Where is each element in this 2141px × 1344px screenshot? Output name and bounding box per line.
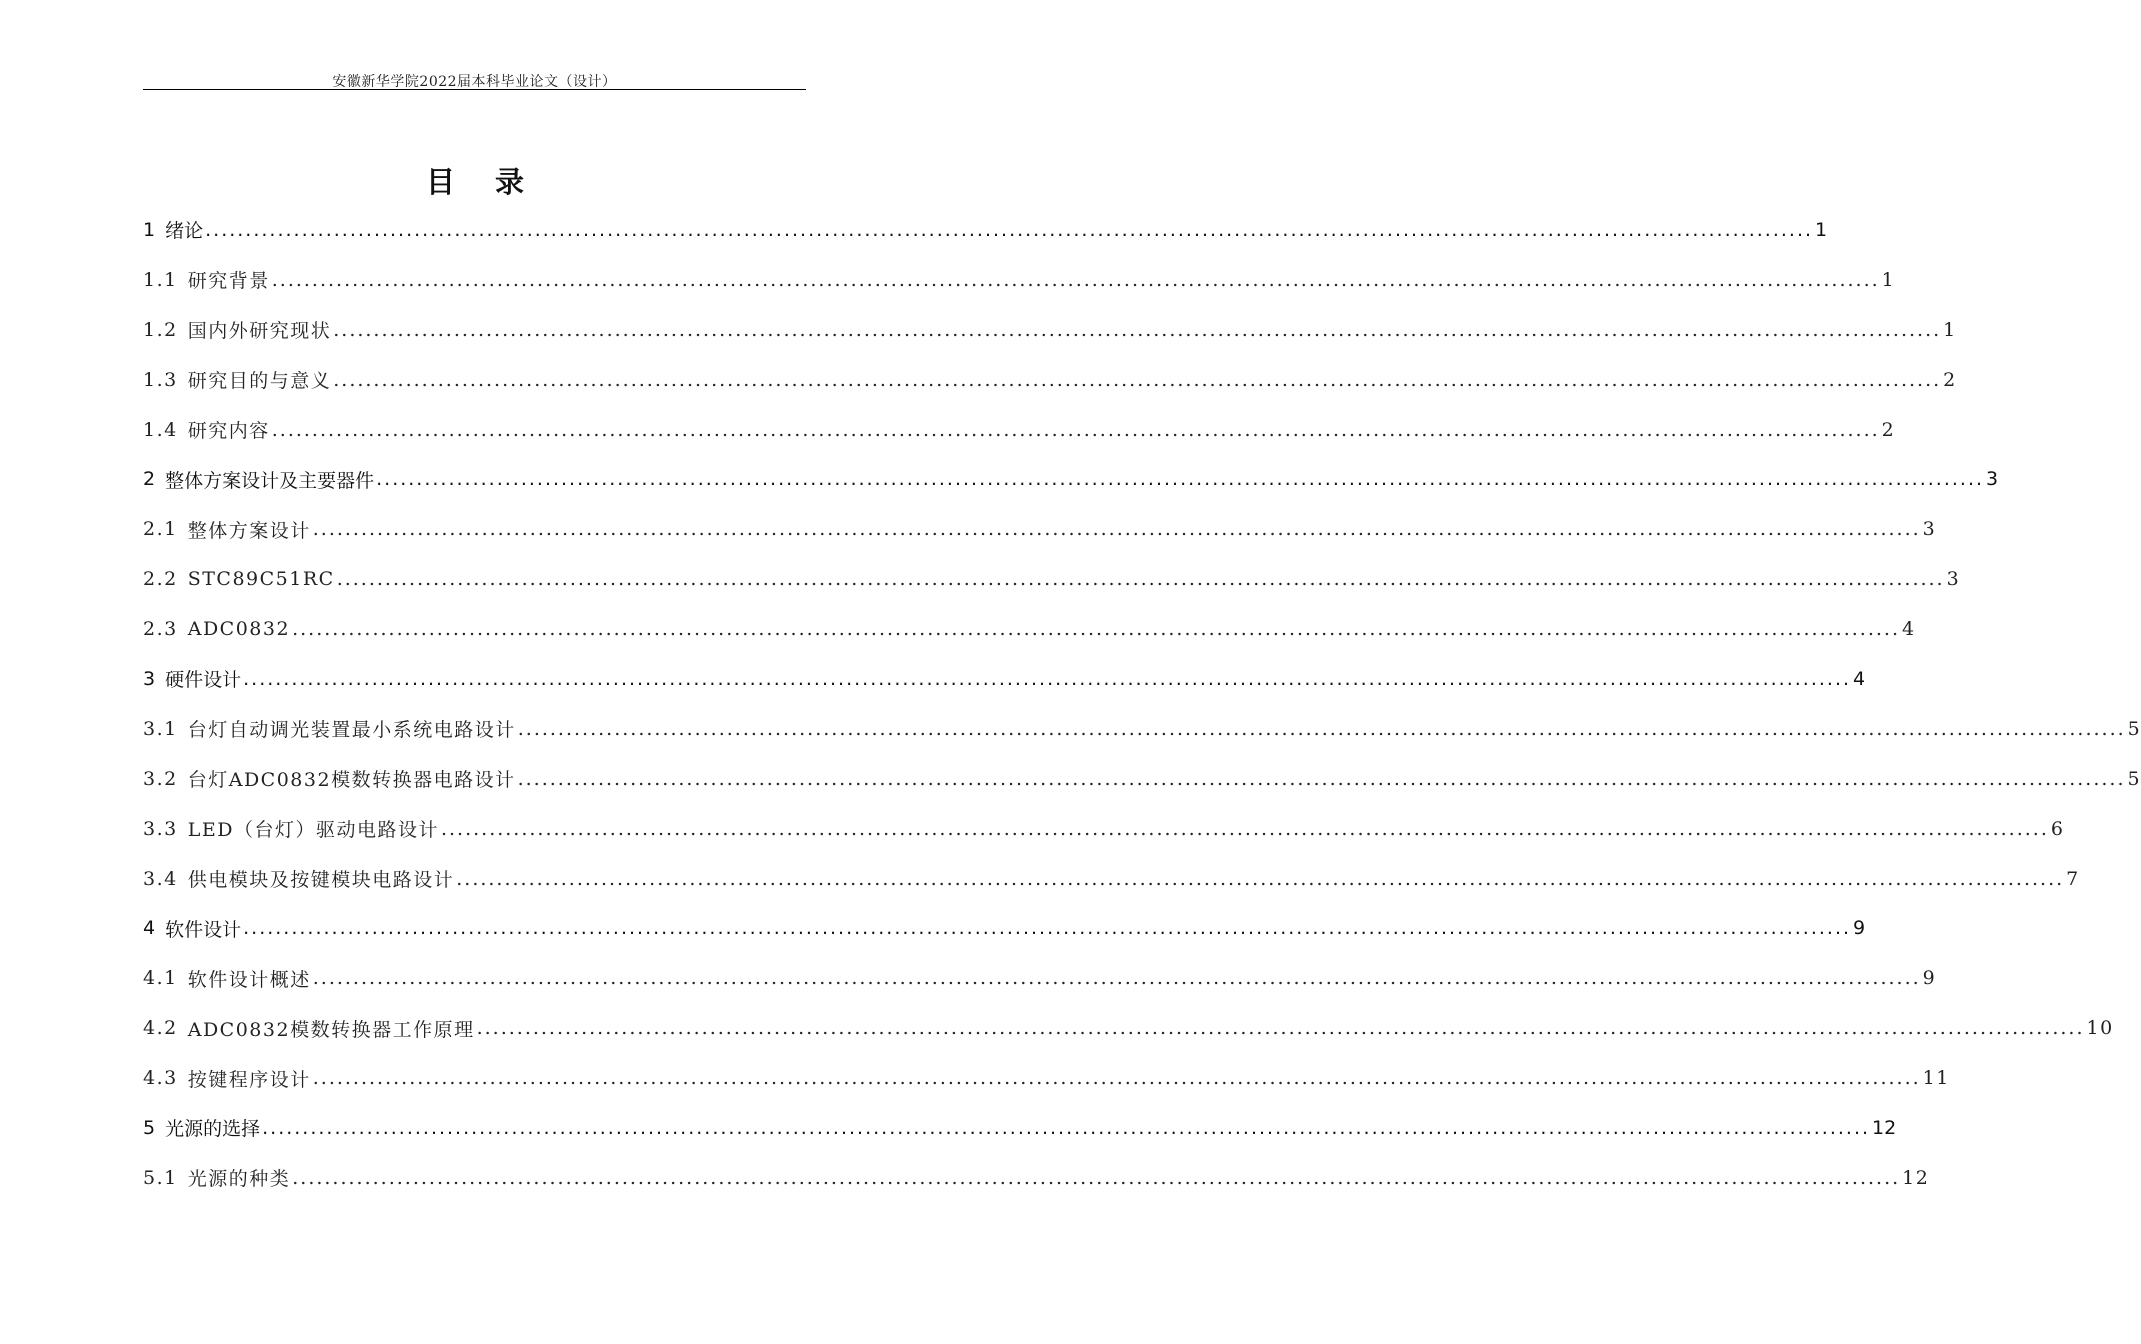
toc-entry-page-number: 1 — [1881, 268, 1896, 291]
toc-dot-leader: ........................................................................................................................................................................................................ — [440, 817, 2049, 840]
running-header: 安徽新华学院2022届本科毕业论文（设计） — [332, 74, 617, 90]
toc-entry[interactable] — [143, 953, 1937, 1003]
toc-dot-leader: ........................................................................................................................................................................................................ — [517, 767, 2126, 790]
toc-entry-page-number: 5 — [2127, 767, 2141, 790]
toc-entry-number: 5.1 — [143, 1166, 178, 1189]
toc-entry-number: 1.3 — [143, 368, 178, 391]
toc-dot-leader: ........................................................................................................................................................................................................ — [376, 468, 1985, 491]
toc-entry-page-number: 3 — [1946, 568, 1961, 591]
toc-entry[interactable] — [143, 405, 1896, 455]
toc-entry-number: 2.1 — [143, 518, 178, 541]
toc-entry-label: ADC0832 — [187, 618, 291, 641]
toc-entry-number: 1.4 — [143, 418, 178, 441]
toc-dot-leader: ........................................................................................................................................................................................................ — [336, 568, 1945, 591]
toc-entry-number: 4.3 — [143, 1067, 178, 1090]
toc-dot-leader: ........................................................................................................................................................................................................ — [271, 268, 1880, 291]
toc-entry-label: 研究目的与意义 — [187, 370, 332, 393]
toc-dot-leader: ........................................................................................................................................................................................................ — [476, 1017, 2085, 1040]
toc-entry-label: 台灯自动调光装置最小系统电路设计 — [187, 719, 516, 742]
toc-entry[interactable] — [143, 704, 2141, 754]
toc-entry-page-number: 11 — [1922, 1067, 1950, 1090]
toc-dot-leader: ........................................................................................................................................................................................................ — [243, 667, 1852, 690]
toc-entry[interactable] — [143, 604, 1916, 654]
toc-dot-leader: ........................................................................................................................................................................................................ — [312, 967, 1921, 990]
toc-entry-label: 按键程序设计 — [187, 1068, 311, 1091]
toc-dot-leader: ........................................................................................................................................................................................................ — [312, 1067, 1921, 1090]
toc-entry-label: ADC0832模数转换器工作原理 — [187, 1018, 475, 1041]
toc-entry-page-number: 5 — [2127, 717, 2141, 740]
toc-entry-page-number: 1 — [1815, 218, 1828, 241]
toc-entry-label: 整体方案设计及主要器件 — [165, 469, 375, 492]
toc-entry-page-number: 12 — [1872, 1116, 1897, 1139]
toc-entry-number: 2.3 — [143, 618, 178, 641]
toc-entry-page-number: 10 — [2086, 1017, 2114, 1040]
toc-entry-label: 软件设计概述 — [187, 968, 311, 991]
toc-dot-leader: ........................................................................................................................................................................................................ — [517, 717, 2126, 740]
toc-entry[interactable] — [143, 554, 1961, 604]
toc-entry-number: 4.1 — [143, 967, 178, 990]
header-rule — [143, 89, 806, 90]
toc-entry-number: 3.1 — [143, 717, 178, 740]
toc-entry-label: 硬件设计 — [165, 669, 242, 692]
toc-entry-page-number: 2 — [1943, 368, 1957, 391]
table-of-contents — [143, 205, 2141, 1203]
toc-entry[interactable] — [143, 1003, 2114, 1053]
toc-dot-leader: ........................................................................................................................................................................................................ — [456, 867, 2065, 890]
toc-entry[interactable] — [143, 1103, 1897, 1153]
toc-entry-number: 3.2 — [143, 767, 178, 790]
toc-entry[interactable] — [143, 454, 1999, 504]
toc-dot-leader: ........................................................................................................................................................................................................ — [292, 618, 1900, 641]
toc-entry-label: 国内外研究现状 — [187, 320, 332, 343]
toc-entry-label: 供电模块及按键模块电路设计 — [187, 869, 455, 892]
toc-entry-page-number: 9 — [1922, 967, 1937, 990]
toc-entry[interactable] — [143, 305, 1957, 355]
toc-entry-page-number: 7 — [2066, 867, 2080, 890]
toc-entry-number: 3.3 — [143, 817, 178, 840]
toc-entry[interactable] — [143, 754, 2141, 804]
toc-title-char-1: 目 — [425, 165, 455, 199]
toc-entry-number: 1.2 — [143, 318, 178, 341]
toc-dot-leader: ........................................................................................................................................................................................................ — [292, 1166, 1901, 1189]
toc-entry-label: LED（台灯）驱动电路设计 — [187, 819, 439, 842]
toc-entry-page-number: 4 — [1853, 667, 1866, 690]
toc-entry-page-number: 4 — [1902, 618, 1916, 641]
toc-dot-leader: ........................................................................................................................................................................................................ — [271, 418, 1880, 441]
toc-entry-label: 绪论 — [165, 220, 204, 243]
toc-dot-leader: ........................................................................................................................................................................................................ — [205, 218, 1814, 241]
toc-entry-page-number: 9 — [1853, 917, 1866, 940]
toc-entry-number: 3.4 — [143, 867, 178, 890]
toc-entry-page-number: 3 — [1986, 468, 1999, 491]
toc-entry-label: 软件设计 — [165, 918, 242, 941]
toc-entry-number: 5 — [143, 1116, 156, 1139]
toc-entry[interactable] — [143, 903, 1866, 953]
toc-dot-leader: ........................................................................................................................................................................................................ — [333, 318, 1942, 341]
toc-entry-page-number: 1 — [1943, 318, 1957, 341]
toc-entry[interactable] — [143, 255, 1896, 305]
toc-entry[interactable] — [143, 1153, 1930, 1203]
toc-entry-number: 4.2 — [143, 1017, 178, 1040]
toc-dot-leader: ........................................................................................................................................................................................................ — [243, 917, 1852, 940]
toc-entry[interactable] — [143, 504, 1937, 554]
toc-dot-leader: ........................................................................................................................................................................................................ — [262, 1116, 1871, 1139]
toc-entry-label: 整体方案设计 — [187, 519, 311, 542]
toc-entry-label: 光源的种类 — [187, 1168, 291, 1191]
toc-entry-number: 1 — [143, 218, 156, 241]
toc-entry-label: STC89C51RC — [187, 568, 335, 591]
toc-title — [0, 160, 950, 201]
toc-entry-number: 2 — [143, 468, 156, 491]
toc-entry-number: 1.1 — [143, 268, 178, 291]
toc-entry-page-number: 12 — [1902, 1166, 1930, 1189]
toc-entry-page-number: 2 — [1881, 418, 1896, 441]
toc-title-char-2: 录 — [495, 165, 525, 199]
toc-entry[interactable] — [143, 1053, 1950, 1103]
toc-entry-number: 4 — [143, 917, 156, 940]
toc-entry-number: 3 — [143, 667, 156, 690]
toc-entry[interactable] — [143, 854, 2080, 904]
toc-dot-leader: ........................................................................................................................................................................................................ — [312, 518, 1921, 541]
toc-dot-leader: ........................................................................................................................................................................................................ — [333, 368, 1942, 391]
toc-entry[interactable] — [143, 205, 1828, 255]
toc-entry-label: 研究背景 — [187, 270, 270, 293]
toc-entry-page-number: 6 — [2050, 817, 2065, 840]
toc-entry-label: 研究内容 — [187, 420, 270, 442]
toc-entry-label: 光源的选择 — [165, 1118, 261, 1141]
toc-entry-page-number: 3 — [1922, 518, 1937, 541]
toc-entry[interactable] — [143, 804, 2065, 854]
toc-entry[interactable] — [143, 355, 1957, 405]
toc-entry-number: 2.2 — [143, 568, 178, 591]
toc-entry-label: 台灯ADC0832模数转换器电路设计 — [187, 769, 516, 792]
toc-entry[interactable] — [143, 654, 1866, 704]
